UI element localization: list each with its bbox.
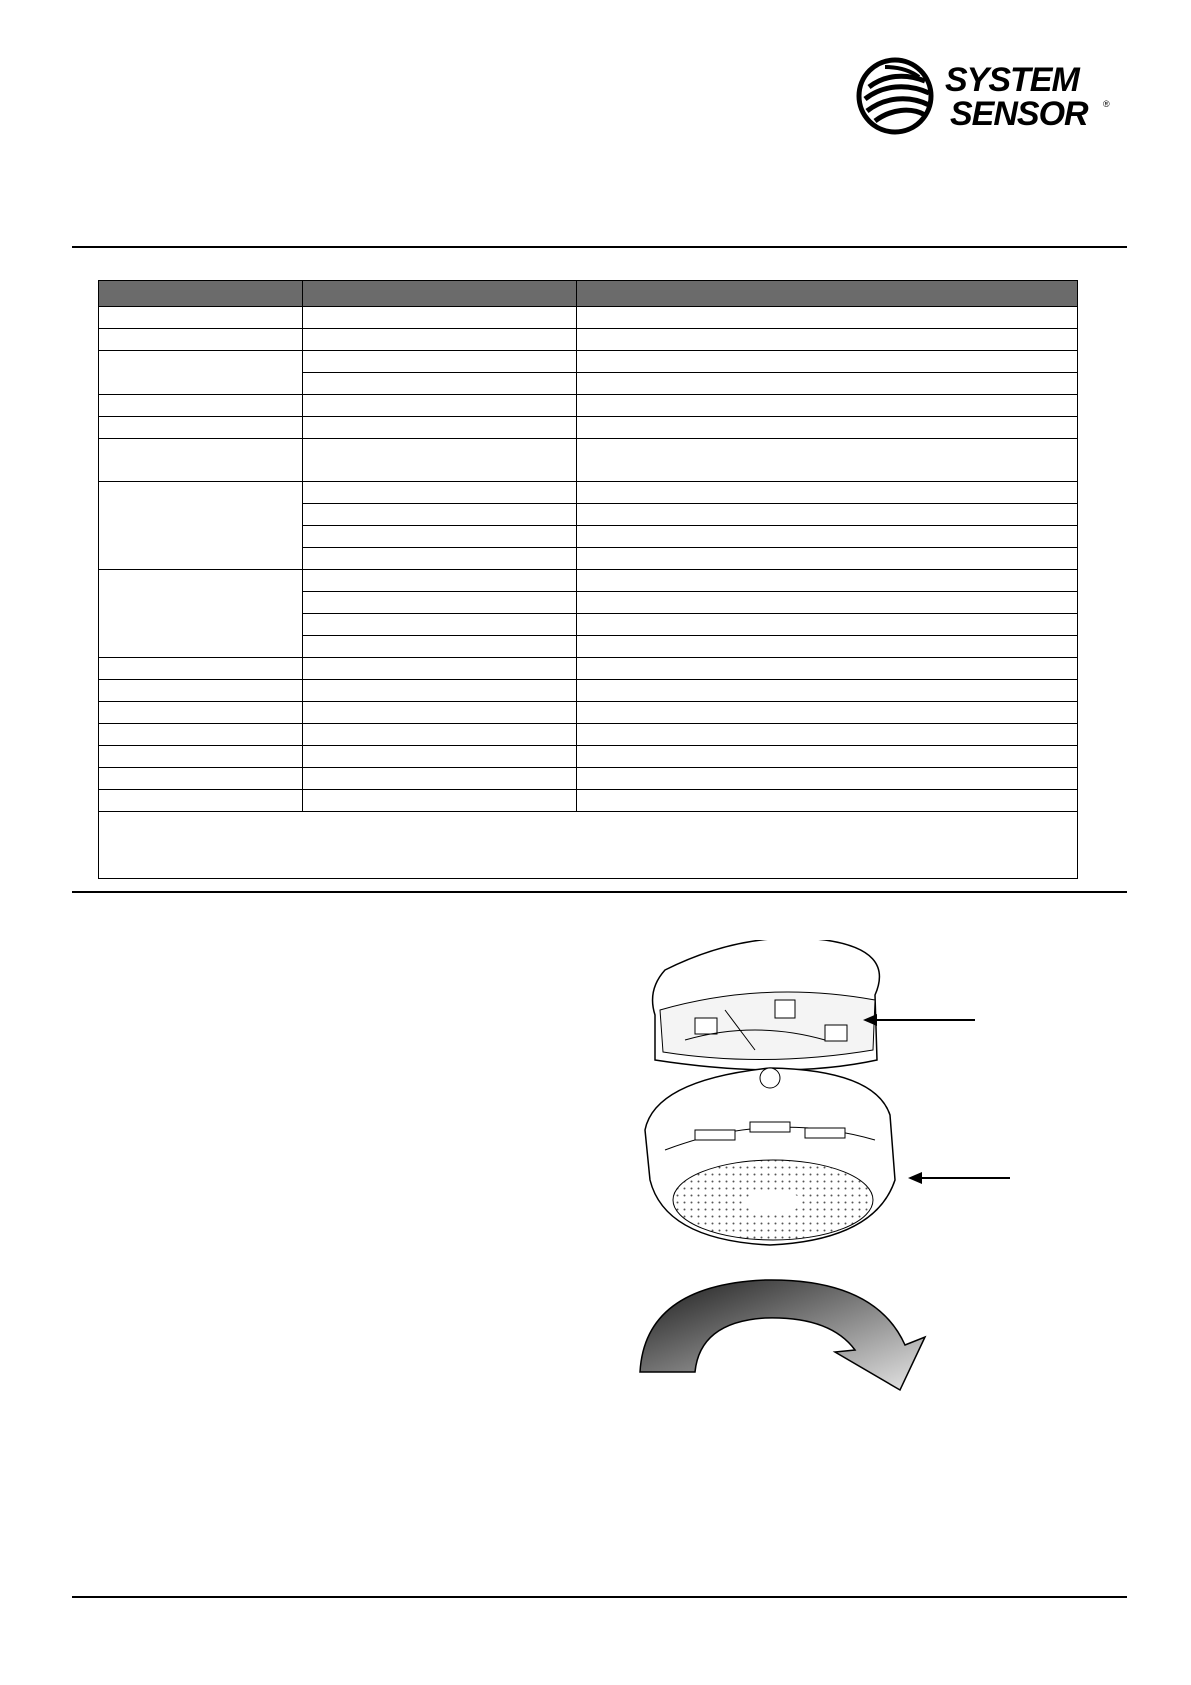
- table-header-row: [99, 281, 1078, 307]
- header-cell-value: [577, 281, 1078, 307]
- bottom-rule: [72, 1596, 1127, 1598]
- table-row: [99, 790, 1078, 812]
- logo-emblem-icon: [855, 55, 945, 137]
- specifications-table: [98, 280, 1078, 879]
- table-row: [99, 746, 1078, 768]
- header-cell-condition: [303, 281, 577, 307]
- table-row: [99, 680, 1078, 702]
- table-row: [99, 482, 1078, 504]
- system-sensor-logo: [855, 55, 1135, 137]
- twist-lock-arrow-icon: [640, 1280, 925, 1390]
- table-row: [99, 439, 1078, 482]
- registered-mark: ®: [1103, 99, 1110, 109]
- table-row: [99, 329, 1078, 351]
- header-cell-parameter: [99, 281, 303, 307]
- logo-word-sensor: SENSOR: [950, 95, 1088, 133]
- detector-installation-figure: [625, 940, 1025, 1410]
- table-row: [99, 395, 1078, 417]
- table-row: [99, 570, 1078, 592]
- table-row: [99, 702, 1078, 724]
- top-rule: [72, 246, 1127, 248]
- table-row: [99, 351, 1078, 373]
- middle-rule: [72, 891, 1127, 893]
- logo-word-system: SYSTEM: [945, 61, 1079, 99]
- table-row: [99, 658, 1078, 680]
- detector-head-icon: [645, 1068, 895, 1245]
- pointer-arrow-icon: [908, 1172, 1010, 1184]
- pointer-arrow-icon: [863, 1014, 975, 1026]
- table-row: [99, 724, 1078, 746]
- table-row: [99, 417, 1078, 439]
- table-row: [99, 307, 1078, 329]
- mounting-base-icon: [653, 940, 880, 1070]
- table-note-row: [99, 812, 1078, 879]
- table-note: [99, 812, 1078, 879]
- table-row: [99, 768, 1078, 790]
